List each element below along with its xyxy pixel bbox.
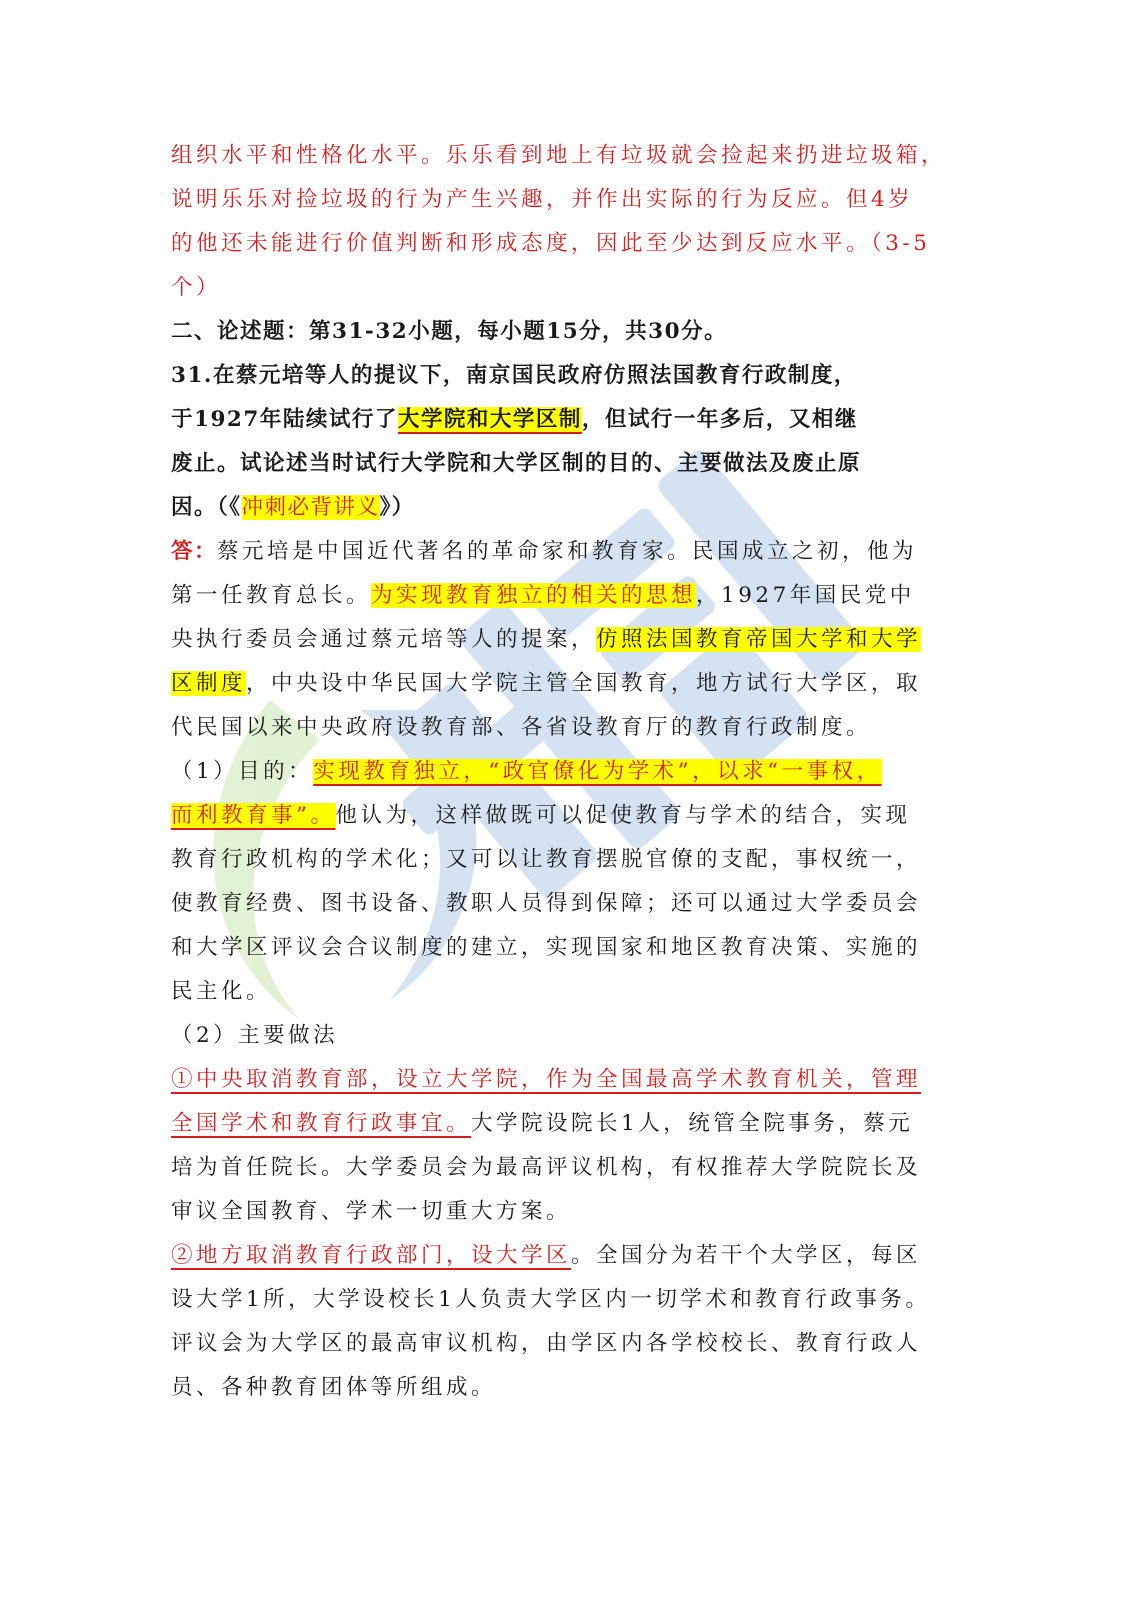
goal-label: （1）目的：: [171, 759, 314, 784]
goal-highlight-2: 而利教育事”。: [171, 803, 336, 828]
answer-text: 央执行委员会通过蔡元培等人的提案，: [171, 627, 597, 652]
method-2-line-1: [171, 1234, 946, 1278]
intro-line-4: 个）: [171, 275, 222, 300]
answer-line-1: [171, 530, 946, 574]
question-line-4-pre: 因。（《: [171, 495, 242, 520]
question-line-2-post: ，但试行一年多后，又相继: [581, 407, 858, 432]
answer-text: 第一任教育总长。: [171, 583, 372, 608]
method-2-line-4: 员、各种教育团体等所组成。: [171, 1375, 497, 1400]
method-1-underlined: ①中央取消教育部，设立大学院，作为全国最高学术教育机关，管理: [171, 1067, 922, 1092]
goal-line-1: [171, 750, 946, 794]
method-2-line-2: 设大学1所，大学设校长1人负责大学区内一切学术和教育行政事务。: [171, 1287, 931, 1312]
method-1-underlined-2: 全国学术和教育行政事宜。: [171, 1111, 472, 1136]
method-1-line-2: [171, 1102, 946, 1146]
question-highlight-system: 大学院和大学区制: [397, 407, 582, 432]
method-1-line-1: [171, 1058, 946, 1102]
goal-line-3: 教育行政机构的学术化；又可以让教育摆脱官僚的支配，事权统一，: [171, 847, 922, 872]
goal-text: 他认为，这样做既可以促使教育与学术的结合，实现: [335, 803, 911, 828]
answer-text: ，1927年国民党中: [696, 583, 915, 608]
answer-highlight-france-2: 区制度: [171, 671, 247, 696]
question-line-4: [171, 486, 946, 530]
method-1-text: 大学院设院长1人，统管全院事务，蔡元: [471, 1111, 914, 1136]
answer-highlight-independence: 为实现教育独立的相关的思想: [371, 583, 697, 608]
method-label: （2）主要做法: [171, 1023, 339, 1048]
answer-line-2: [171, 574, 946, 618]
goal-highlight: 实现教育独立，“政官僚化为学术”，以求“一事权，: [313, 759, 882, 784]
method-2-underlined: ②地方取消教育行政部门，设大学区: [171, 1243, 572, 1268]
answer-line-3: [171, 618, 946, 662]
method-2-line-3: 评议会为大学区的最高审议机构，由学区内各学校校长、教育行政人: [171, 1331, 922, 1356]
question-source-highlight: 冲刺必背讲义: [241, 495, 380, 520]
intro-line-1: 组织水平和性格化水平。乐乐看到地上有垃圾就会捡起来扔进垃圾箱，: [171, 143, 947, 168]
answer-line-4: [171, 662, 946, 706]
answer-highlight-france: 仿照法国教育帝国大学和大学: [596, 627, 922, 652]
answer-text: 蔡元培是中国近代著名的革命家和教育家。民国成立之初，他为: [217, 539, 918, 564]
answer-label: 答：: [171, 539, 218, 564]
question-line-1: 31.在蔡元培等人的提议下，南京国民政府仿照法国教育行政制度，: [171, 363, 857, 388]
question-line-2: [171, 398, 946, 442]
goal-line-5: 和大学区评议会合议制度的建立，实现国家和地区教育决策、实施的: [171, 935, 922, 960]
question-line-4-post: 》）: [379, 495, 415, 520]
goal-line-4: 使教育经费、图书设备、教职人员得到保障；还可以通过大学委员会: [171, 891, 922, 916]
question-line-2-pre: 于1927年陆续试行了: [171, 407, 398, 432]
section-header: 二、论述题：第31-32小题，每小题15分，共30分。: [171, 319, 728, 344]
intro-line-2: 说明乐乐对捡垃圾的行为产生兴趣，并作出实际的行为反应。但4岁: [171, 187, 914, 212]
intro-line-3: 的他还未能进行价值判断和形成态度，因此至少达到反应水平。（3-5: [171, 231, 931, 256]
method-1-line-4: 审议全国教育、学术一切重大方案。: [171, 1199, 572, 1224]
goal-line-6: 民主化。: [171, 979, 272, 1004]
method-1-line-3: 培为首任院长。大学委员会为最高评议机构，有权推荐大学院院长及: [171, 1155, 922, 1180]
answer-line-5: 代民国以来中央政府设教育部、各省设教育厅的教育行政制度。: [171, 715, 872, 740]
question-line-3: 废止。试论述当时试行大学院和大学区制的目的、主要做法及废止原: [171, 451, 862, 476]
method-2-text: 。全国分为若干个大学区，每区: [571, 1243, 922, 1268]
document-body: [171, 134, 946, 1410]
answer-text: ，中央设中华民国大学院主管全国教育，地方试行大学区，取: [246, 671, 922, 696]
goal-line-2: [171, 794, 946, 838]
